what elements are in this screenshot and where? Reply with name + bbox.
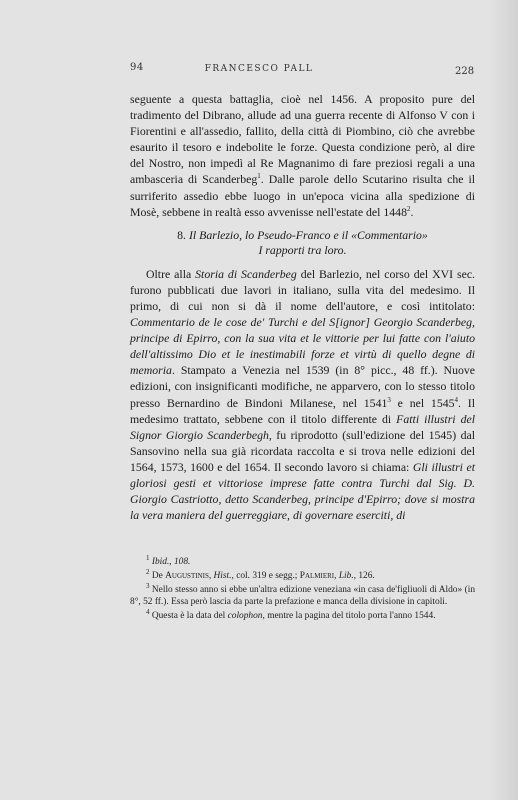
page-number-right: 228 <box>455 66 475 77</box>
running-header: FRANCESCO PALL <box>204 64 314 74</box>
footnote-ref-1: 1 <box>257 172 261 181</box>
footnote-ref-3: 3 <box>387 395 391 404</box>
paragraph-2: Oltre alla Storia di Scanderbeg del Barlezio, nel corso del XVI sec. furono pubblicati due lavori in italiano, sulla vita del medesimo. Il primo, di cui non si dà il nome dell'autore, e così intitolato: Commentario de le cose de' Turchi e del S[ignor] Georgio Scanderbeg, principe di Epirro, con la sua vita et le vittorie per lui fatte con l'aiuto dell'altissimo Dio et le inestimabili forze et virtù di quello degne di memoria. Stampato a Venezia nel 1539 (in 8° picc., 48 ff.). Nuove edizioni, con insignificanti modifiche, ne apparvero, con lo stesso titolo presso Bernardino de Bindoni Milanese, nel 1541$^3$ e nel 1545$^4$. Il medesimo trattato, sebbene con il titolo differente di Fatti illustri del Signor Giorgio Scanderbegh, fu riprodotto (sull'edizione del 1545) dal Sansovino nella sua già ricordata raccolta e si trova nelle edizioni del 1564, 1573, 1600 e del 1654. Il secondo lavoro si chiama: Gli illustri et gloriosi gesti et vittoriose imprese fatte contra Turchi dal Sig. D. Giorgio Castriotto, detto Scanderbeg, principe d'Epirro; dove si mostra la vera maniera del guerreggiare, di governare eserciti, di <box>130 266 476 523</box>
footnote-2: $^2$ De Augustinis, Hist., col. 319 e segg.; Palmieri, Lib., 126. <box>146 567 375 581</box>
paragraph-1: seguente a questa battaglia, cioè nel 1456. A proposito pure del tradimento del Dibrano, allude ad una guerra recente di Alfonso V con i Fiorentini e all'assedio, fallito, della città di Piombino, ciò che avrebbe esaurito il tesoro e indebolite le forze. Questa condizione però, al dire del Nostro, non impedì al Re Magnanimo di fare preziosi regali a una ambasceria di Scanderbeg$^1$. Dalle parole dello Scutarino risulta che il surriferito assedio ebbe luogo in un'epoca vicina alla spedizione di Mosè, sebbene in realtà esso avvenisse nell'estate del 1448$^2$. <box>130 92 476 219</box>
footnote-1: $^1$ Ibid., 108. <box>146 553 191 567</box>
footnote-ref-4: 4 <box>454 395 459 404</box>
main-text <box>130 91 475 523</box>
page-number-left: 94 <box>130 62 144 73</box>
footnotes <box>130 553 476 624</box>
section-heading: 8. Il Barlezio, lo Pseudo-Franco e il «Commentario» I rapporti tra loro. <box>177 227 428 258</box>
footnote-ref-2: 2 <box>406 204 411 213</box>
footnote-4: $^4$ Questa è la data del colophon, mentre la pagina del titolo porta l'anno 1544. <box>146 608 436 622</box>
footnote-3: $^3$ Nello stesso anno si ebbe un'altra edizione veneziana «in casa de'figliuoli di Aldo» (in 8°, 52 ff.). Essa però lascia da parte la prefazione e manca della divisione in capitoli. <box>130 581 476 608</box>
